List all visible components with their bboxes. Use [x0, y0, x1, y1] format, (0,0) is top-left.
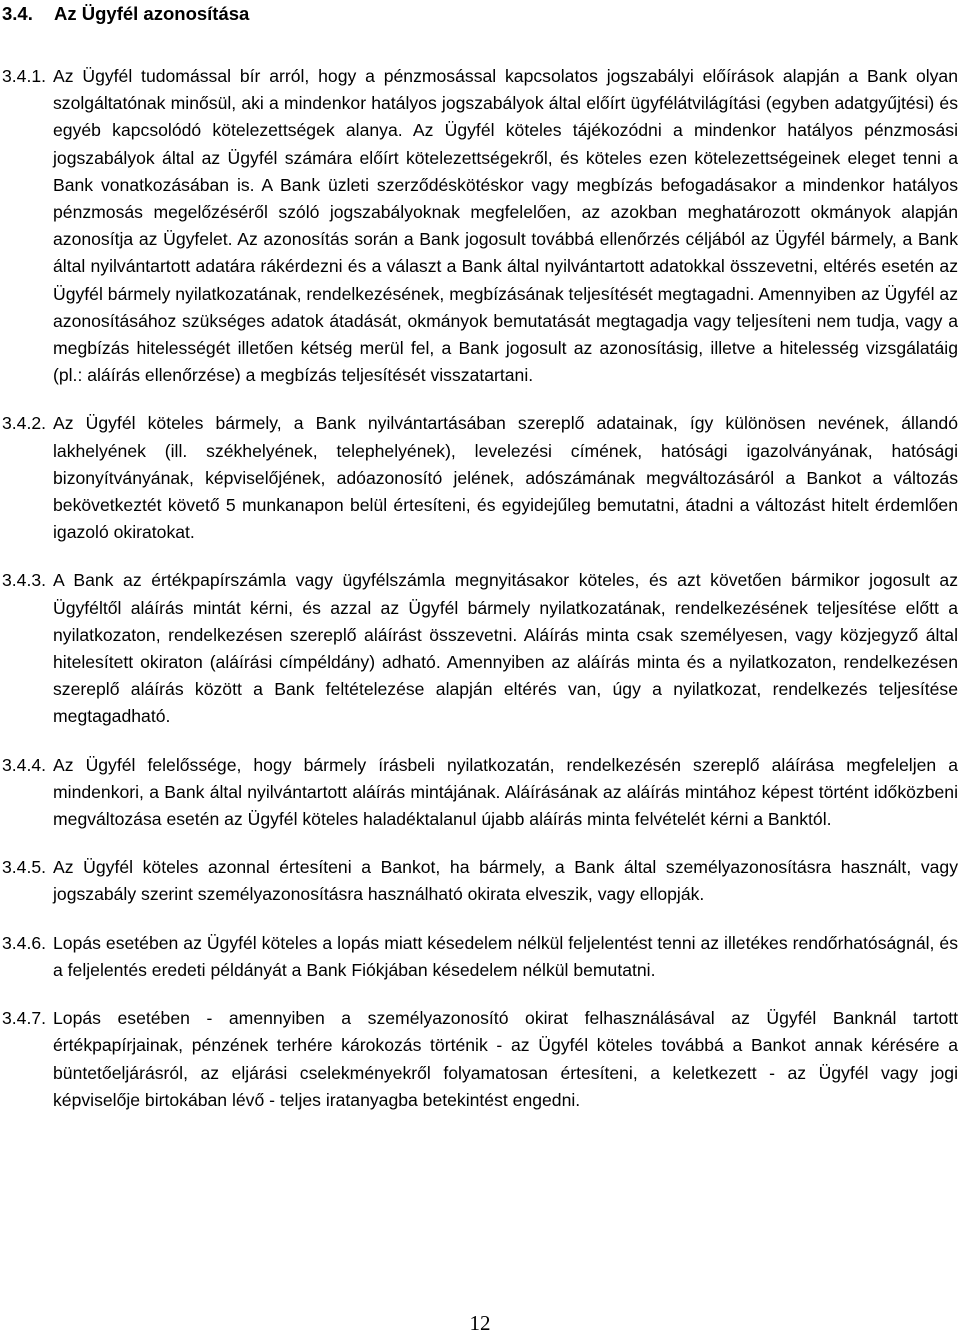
section-heading — [2, 2, 249, 26]
section-heading-title: Az Ügyfél azonosítása — [54, 3, 250, 24]
paragraph-number: 3.4.7. — [2, 1008, 47, 1029]
paragraph-number: 3.4.2. — [2, 413, 47, 434]
paragraph-text: Lopás esetében az Ügyfél köteles a lopás miatt késedelem nélkül feljelentést tenni az illetékes rendőrhatóságnál, és a feljelentés eredeti példányát a Bank Fiókjában késedelem nélkül bemutatni. — [53, 932, 958, 980]
section-heading-number: 3.4. — [2, 3, 33, 24]
paragraph-3-4-6 — [0, 930, 958, 984]
paragraph-text: A Bank az értékpapírszámla vagy ügyfélszámla megnyitásakor köteles, és azt követően bármikor jogosult az Ügyféltől aláírás mintát kérni, és azzal az Ügyfél bármely nyilatkozatának, rendelkezésének teljesítése előtt a nyilatkozaton, rendelkezésen szereplő aláírást összevetni. Aláírás minta csak személyesen, vagy közjegyző által hitelesített okiraton (aláírási címpéldány) adható. Amennyiben az aláírás minta és a nyilatkozaton, rendelkezésen szereplő aláírás között a Bank feltételezése alapján eltérés van, úgy a nyilatkozat, rendelkezés teljesítése megtagadható. — [53, 570, 958, 727]
paragraph-text: Lopás esetében - amennyiben a személyazonosító okirat felhasználásával az Ügyfél Banknál tartott értékpapírjainak, pénzének terhére károkozás történik - az Ügyfél köteles továbbá a Bankot annak kérésére a büntetőeljárásról, az eljárási cselekményekről folyamatosan értesíteni, a keletkezett - az Ügyfél vagy jogi képviselője birtokában lévő - teljes iratanyagba betekintést engedni. — [53, 1008, 958, 1110]
paragraph-text: Az Ügyfél tudomással bír arról, hogy a pénzmosással kapcsolatos jogszabályi előírások alapján a Bank olyan szolgáltatónak minősül, aki a mindenkor hatályos jogszabályok által előírt ügyfélátvilágítási (egyben adatgyűjtési) és egyéb kapcsolódó kötelezettségek alanya. Az Ügyfél köteles tájékozódni a mindenkor hatályos pénzmosási jogszabályok által az Ügyfél számára előírt kötelezettségekről, és köteles ezen kötelezettségeinek eleget tenni a Bank vonatkozásában is. A Bank üzleti szerződéskötéskor vagy megbízás befogadásakor a mindenkor hatályos pénzmosás megelőzéséről szóló jogszabályoknak megfelelően, az azokban meghatározott okmányok alapján azonosítja az Ügyfelet. Az azonosítás során a Bank jogosult továbbá ellenőrzés céljából az Ügyfél bármely, a Bank által nyilvántartott adatára rákérdezni és a választ a Bank által nyilvántartott adatokkal összevetni, eltérés esetén az Ügyfél bármely nyilatkozatának, rendelkezésének, megbízásának teljesítését megtagadni. Amennyiben az Ügyfél az azonosításához szükséges adatok átadását, okmányok bemutatását megtagadja vagy teljesíteni nem tudja, vagy a megbízás hitelességét illetően kétség merül fel, a Bank jogosult az azonosításig, illetve a hitelesség vizsgálatáig (pl.: aláírás ellenőrzése) a megbízás teljesítését visszatartani. — [53, 66, 958, 386]
paragraph-3-4-5 — [0, 854, 958, 908]
paragraph-number: 3.4.5. — [2, 857, 47, 878]
paragraph-3-4-4 — [0, 752, 958, 834]
page-number: 12 — [469, 1311, 491, 1335]
paragraph-text: Az Ügyfél köteles bármely, a Bank nyilvántartásában szereplő adatainak, így különösen nevének, állandó lakhelyének (ill. székhelyének, telephelyének), levelezési címének, hatósági igazolványának, hatósági bizonyítványának, képviselőjének, adóazonosító jelének, adószámának megváltozásáról a Bankot a változás bekövetkeztét követő 5 munkanapon belül értesíteni, és egyidejűleg bemutatni, átadni a változást hitelt érdemlően igazoló okiratokat. — [53, 413, 958, 543]
paragraph-3-4-3 — [0, 567, 958, 730]
paragraph-number: 3.4.6. — [2, 932, 47, 953]
section-list — [0, 63, 958, 1114]
paragraph-text: Az Ügyfél köteles azonnal értesíteni a Bankot, ha bármely, a Bank által személyazonosításra használt, vagy jogszabály szerint személyazonosításra használható okirata elveszik, vagy ellopják. — [53, 857, 958, 905]
paragraph-number: 3.4.4. — [2, 754, 47, 775]
paragraph-3-4-2 — [0, 410, 958, 546]
paragraph-3-4-1 — [0, 63, 958, 389]
paragraph-text: Az Ügyfél felelőssége, hogy bármely írásbeli nyilatkozatán, rendelkezésén szereplő aláírása megfeleljen a mindenkori, a Bank által nyilvántartott aláírás mintájának. Aláírásának az aláírás mintához képest történt időközbeni megváltozása esetén az Ügyfél köteles haladéktalanul újabb aláírás minta felvételét kérni a Banktól. — [53, 754, 958, 830]
paragraph-3-4-7 — [0, 1005, 958, 1114]
paragraph-number: 3.4.3. — [2, 570, 47, 591]
paragraph-number: 3.4.1. — [2, 66, 47, 86]
